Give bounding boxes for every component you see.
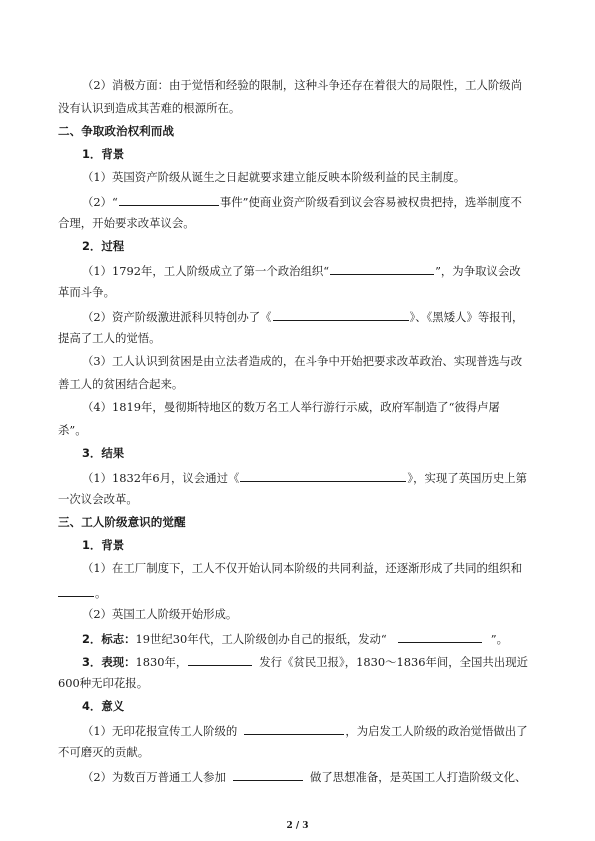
paragraph-line xyxy=(82,653,546,668)
section-heading: 二、争取政治权利而战 xyxy=(58,124,174,138)
text-segment: 》、《黑矮人》等报刊， xyxy=(409,310,524,324)
subsection-heading: 4．意义 xyxy=(82,699,125,713)
paragraph-line xyxy=(82,768,546,783)
text-segment: （2）为数百万普通工人参加 xyxy=(82,770,226,784)
label-bold: 2．标志： xyxy=(82,632,136,646)
paragraph-line: 不可磨灭的贡献。 xyxy=(58,745,150,759)
section-heading: 三、工人阶级意识的觉醒 xyxy=(58,515,186,529)
paragraph-line: （2）英国工人阶级开始形成。 xyxy=(82,607,238,621)
text-segment: ”。 xyxy=(490,632,508,646)
text-segment: 。 xyxy=(95,586,107,600)
paragraph-line: 没有认识到造成其苦难的根源所在。 xyxy=(58,101,241,115)
paragraph-line xyxy=(82,262,546,277)
paragraph-line xyxy=(82,193,546,208)
text-segment: 发行《贫民卫报》，1830～1836年间，全国共出现近 xyxy=(259,655,528,669)
paragraph-line: （1）在工厂制度下，工人不仅开始认同本阶级的共同利益，还逐渐形成了共同的组织和 xyxy=(82,561,523,575)
subsection-heading: 1．背景 xyxy=(82,147,125,161)
paragraph-line: （1）英国资产阶级从诞生之日起就要求建立能反映本阶级利益的民主制度。 xyxy=(82,170,466,184)
paragraph-line xyxy=(82,722,546,737)
text-segment: （1）无印花报宣传工人阶级的 xyxy=(82,724,238,738)
subsection-heading: 1．背景 xyxy=(82,538,125,552)
fill-in-blank[interactable] xyxy=(273,308,409,321)
label-bold: 3．表现： xyxy=(82,655,136,669)
subsection-heading: 2．过程 xyxy=(82,239,125,253)
text-segment: 》，实现了英国历史上第 xyxy=(407,471,527,485)
paragraph-line: 600种无印花报。 xyxy=(58,676,149,690)
text-segment: （1）1792年，工人阶级成立了第一个政治组织“ xyxy=(82,264,330,278)
fill-in-blank[interactable] xyxy=(330,262,434,275)
paragraph-line: （3）工人认识到贫困是由立法者造成的，在斗争中开始把要求改革政治、实现普选与改 xyxy=(82,354,523,368)
fill-in-blank[interactable] xyxy=(398,630,482,643)
paragraph-line: （2）消极方面：由于觉悟和经验的限制，这种斗争还存在着很大的局限性，工人阶级尚 xyxy=(82,78,523,92)
subsection-heading: 3．结果 xyxy=(82,446,125,460)
text-segment: 做了思想准备，是英国工人打造阶级文化、 xyxy=(309,770,527,784)
text-segment: （2）“ xyxy=(82,195,118,209)
fill-in-blank[interactable] xyxy=(188,653,252,666)
text-segment: （1）1832年6月，议会通过《 xyxy=(82,471,240,485)
text-segment: 事件”使商业资产阶级看到议会容易被权贵把持，选举制度不 xyxy=(219,195,522,209)
paragraph-line: 善工人的贫困结合起来。 xyxy=(58,377,184,391)
fill-in-blank[interactable] xyxy=(240,469,406,482)
text-segment: 1830年， xyxy=(135,655,188,669)
fill-in-blank[interactable] xyxy=(58,584,94,597)
paragraph-line xyxy=(58,584,546,599)
paragraph-line: 合理，开始要求改革议会。 xyxy=(58,216,195,230)
text-segment: （2）资产阶级激进派科贝特创办了《 xyxy=(82,310,272,324)
paragraph-line: 杀”。 xyxy=(58,423,87,437)
text-segment: 19世纪30年代，工人阶级创办自己的报纸，发动“ xyxy=(135,632,387,646)
page-number: 2 / 3 xyxy=(286,821,309,831)
paragraph-line xyxy=(82,469,546,484)
paragraph-line: 提高了工人的觉悟。 xyxy=(58,331,161,345)
text-segment: ”，为争取议会改 xyxy=(435,264,521,278)
paragraph-line xyxy=(82,308,546,323)
fill-in-blank[interactable] xyxy=(233,768,303,781)
paragraph-line: （4）1819年，曼彻斯特地区的数万名工人举行游行示威，政府军制造了“彼得卢屠 xyxy=(82,400,500,414)
paragraph-line xyxy=(82,630,546,645)
text-segment: ，为启发工人阶级的政治觉悟做出了 xyxy=(345,724,528,738)
paragraph-line: 一次议会改革。 xyxy=(58,492,138,506)
fill-in-blank[interactable] xyxy=(119,193,219,206)
paragraph-line: 革而斗争。 xyxy=(58,285,115,299)
fill-in-blank[interactable] xyxy=(244,722,344,735)
